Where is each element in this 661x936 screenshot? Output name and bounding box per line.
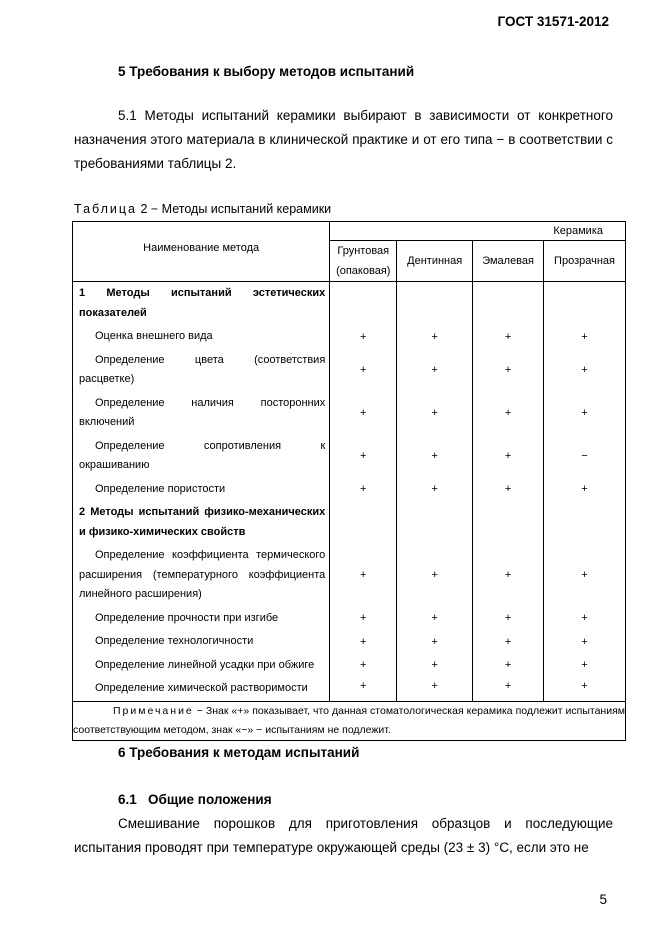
applicability-mark: + bbox=[473, 392, 544, 435]
table-row bbox=[73, 349, 626, 392]
applicability-mark: + bbox=[473, 654, 544, 678]
applicability-mark: + bbox=[473, 435, 544, 478]
applicability-mark: + bbox=[544, 544, 626, 607]
section-6-1-paragraph bbox=[74, 812, 613, 860]
col-header-method: Наименование метода bbox=[73, 222, 330, 282]
method-name: Определение коэффициента термического расширения (температурного коэффициента линейного расширения) bbox=[73, 544, 330, 607]
section-5-heading: 5 Требования к выбору методов испытаний bbox=[118, 64, 415, 79]
method-name: Определение технологичности bbox=[73, 630, 330, 654]
applicability-mark: + bbox=[330, 349, 397, 392]
applicability-mark: + bbox=[473, 349, 544, 392]
method-name: 2 Методы испытаний физико-механических и физико-химических свойств bbox=[73, 501, 330, 544]
method-name: Определение линейной усадки при обжиге bbox=[73, 654, 330, 678]
method-name: Определение цвета (соответствия расцветке) bbox=[73, 349, 330, 392]
paragraph-5-1: 5.1 Методы испытаний керамики выбирают в зависимости от конкретного назначения этого материала в клинической практике и от его типа − в соответствии с требованиями таблицы 2. bbox=[74, 108, 613, 171]
section-6-heading: 6 Требования к методам испытаний bbox=[118, 745, 360, 760]
col-header-1: Дентинная bbox=[397, 241, 473, 282]
applicability-mark bbox=[330, 501, 397, 544]
applicability-mark: + bbox=[544, 607, 626, 631]
method-name: Определение пористости bbox=[73, 478, 330, 502]
applicability-mark: + bbox=[544, 677, 626, 701]
applicability-mark: + bbox=[544, 325, 626, 349]
applicability-mark: + bbox=[397, 435, 473, 478]
col-header-3: Прозрачная bbox=[544, 241, 626, 282]
page-number: 5 bbox=[599, 892, 607, 907]
applicability-mark bbox=[473, 282, 544, 326]
table-row bbox=[73, 544, 626, 607]
applicability-mark: + bbox=[397, 325, 473, 349]
table-row bbox=[73, 392, 626, 435]
applicability-mark: + bbox=[473, 607, 544, 631]
applicability-mark: + bbox=[473, 478, 544, 502]
applicability-mark: + bbox=[330, 544, 397, 607]
applicability-mark: + bbox=[473, 544, 544, 607]
applicability-mark bbox=[397, 501, 473, 544]
col-header-2: Эмалевая bbox=[473, 241, 544, 282]
methods-table bbox=[72, 221, 626, 741]
table-row bbox=[73, 630, 626, 654]
col-header-ceramics: Керамика bbox=[330, 222, 626, 241]
table-row bbox=[73, 478, 626, 502]
applicability-mark bbox=[544, 282, 626, 326]
note-label: Примечание bbox=[113, 704, 194, 717]
table-row bbox=[73, 654, 626, 678]
table-caption-title: 2 − Методы испытаний керамики bbox=[137, 202, 332, 216]
applicability-mark: + bbox=[397, 607, 473, 631]
section-5-paragraph bbox=[74, 104, 613, 176]
table-row bbox=[73, 501, 626, 544]
table-caption bbox=[74, 202, 331, 216]
applicability-mark: + bbox=[330, 392, 397, 435]
method-name: Оценка внешнего вида bbox=[73, 325, 330, 349]
col-header-0: Грунтовая (опаковая) bbox=[330, 241, 397, 282]
standard-number: ГОСТ 31571-2012 bbox=[497, 14, 609, 29]
applicability-mark bbox=[330, 282, 397, 326]
applicability-mark: + bbox=[330, 677, 397, 701]
applicability-mark: + bbox=[473, 677, 544, 701]
table-caption-label: Таблица bbox=[74, 202, 138, 216]
applicability-mark: + bbox=[397, 349, 473, 392]
applicability-mark bbox=[473, 501, 544, 544]
table-row bbox=[73, 282, 626, 326]
applicability-mark: + bbox=[544, 392, 626, 435]
paragraph-6-1: Смешивание порошков для приготовления образцов и последующие испытания проводят при температуре окружающей среды (23 ± 3) °С, если это не bbox=[74, 816, 613, 855]
table-row bbox=[73, 607, 626, 631]
applicability-mark: − bbox=[544, 435, 626, 478]
note-text: − Знак «+» показывает, что данная стоматологическая керамика подлежит испытаниям соответствующим методом, знак «−» − испытаниям не подлежит. bbox=[73, 704, 625, 736]
applicability-mark: + bbox=[330, 325, 397, 349]
applicability-mark bbox=[397, 282, 473, 326]
applicability-mark bbox=[544, 501, 626, 544]
method-name: 1 Методы испытаний эстетических показателей bbox=[73, 282, 330, 326]
method-name: Определение сопротивления к окрашиванию bbox=[73, 435, 330, 478]
applicability-mark: + bbox=[544, 478, 626, 502]
applicability-mark: + bbox=[330, 630, 397, 654]
table-row bbox=[73, 325, 626, 349]
applicability-mark: + bbox=[397, 544, 473, 607]
applicability-mark: + bbox=[330, 478, 397, 502]
table-note bbox=[73, 701, 626, 740]
applicability-mark: + bbox=[330, 435, 397, 478]
applicability-mark: + bbox=[330, 654, 397, 678]
table-row bbox=[73, 677, 626, 701]
applicability-mark: + bbox=[397, 630, 473, 654]
applicability-mark: + bbox=[544, 349, 626, 392]
method-name: Определение наличия посторонних включений bbox=[73, 392, 330, 435]
table-row bbox=[73, 435, 626, 478]
applicability-mark: + bbox=[397, 392, 473, 435]
section-6-1-heading: 6.1 Общие положения bbox=[118, 792, 272, 807]
method-name: Определение химической растворимости bbox=[73, 677, 330, 701]
applicability-mark: + bbox=[544, 654, 626, 678]
applicability-mark: + bbox=[473, 325, 544, 349]
applicability-mark: + bbox=[473, 630, 544, 654]
applicability-mark: + bbox=[330, 607, 397, 631]
applicability-mark: + bbox=[397, 654, 473, 678]
applicability-mark: + bbox=[397, 677, 473, 701]
applicability-mark: + bbox=[544, 630, 626, 654]
method-name: Определение прочности при изгибе bbox=[73, 607, 330, 631]
applicability-mark: + bbox=[397, 478, 473, 502]
